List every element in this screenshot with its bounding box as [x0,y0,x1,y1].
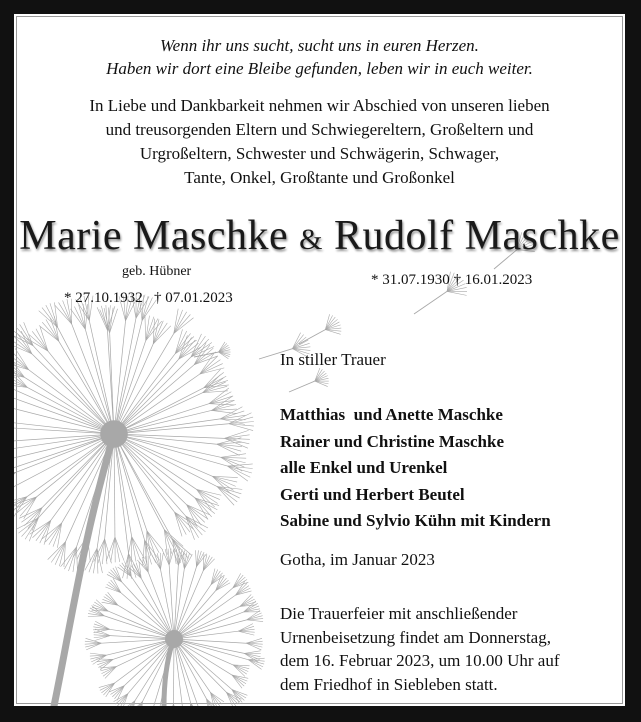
poem [14,34,625,80]
place-date: Gotha, im Januar 2023 [280,550,435,569]
intro-line-2: und treusorgenden Eltern und Schwiegereltern, Großeltern und [105,120,534,139]
intro-line-4: Tante, Onkel, Großtante und Großonkel [184,168,455,187]
ampersand: & [299,223,323,256]
service-info [280,602,560,696]
service-line-4: dem Friedhof in Siebleben statt. [280,674,498,694]
rudolf-dates: * 31.07.1930 † 16.01.2023 [371,272,533,288]
mourner-line-2: Rainer und Christine Maschke [280,431,505,451]
intro-line-3: Urgroßeltern, Schwester und Schwägerin, Schwager, [139,144,500,163]
intro-text [14,94,625,190]
mourners-heading: In stiller Trauer [280,350,386,369]
deceased-name-2: Rudolf Maschke [333,213,620,259]
mourner-line-3: alle Enkel und Urenkel [280,458,448,477]
service-line-3: dem 16. Februar 2023, um 10.00 Uhr auf [280,651,560,670]
deceased-name-1: Marie Maschke [19,213,289,259]
intro-line-1: In Liebe und Dankbarkeit nehmen wir Abschied von unseren lieben [89,96,550,115]
poem-line-2: Haben wir dort eine Bleibe gefunden, leben wir in euch weiter. [106,59,533,78]
service-line-1: Die Trauerfeier mit anschließender [280,604,518,623]
mourners-list [280,402,551,535]
mourner-line-4: Gerti und Herbert Beutel [280,484,465,504]
deceased-names [14,212,625,272]
marie-dates: * 27.10.1932 † 07.01.2023 [64,290,233,306]
birth-name: geb. Hübner [122,264,192,279]
mourner-line-1: Matthias und Anette Maschke [280,405,503,424]
poem-line-1: Wenn ihr uns sucht, sucht uns in euren Herzen. [160,36,479,55]
mourner-line-5: Sabine und Sylvio Kühn mit Kindern [280,511,551,530]
service-line-2: Urnenbeisetzung findet am Donnerstag, [280,627,551,647]
